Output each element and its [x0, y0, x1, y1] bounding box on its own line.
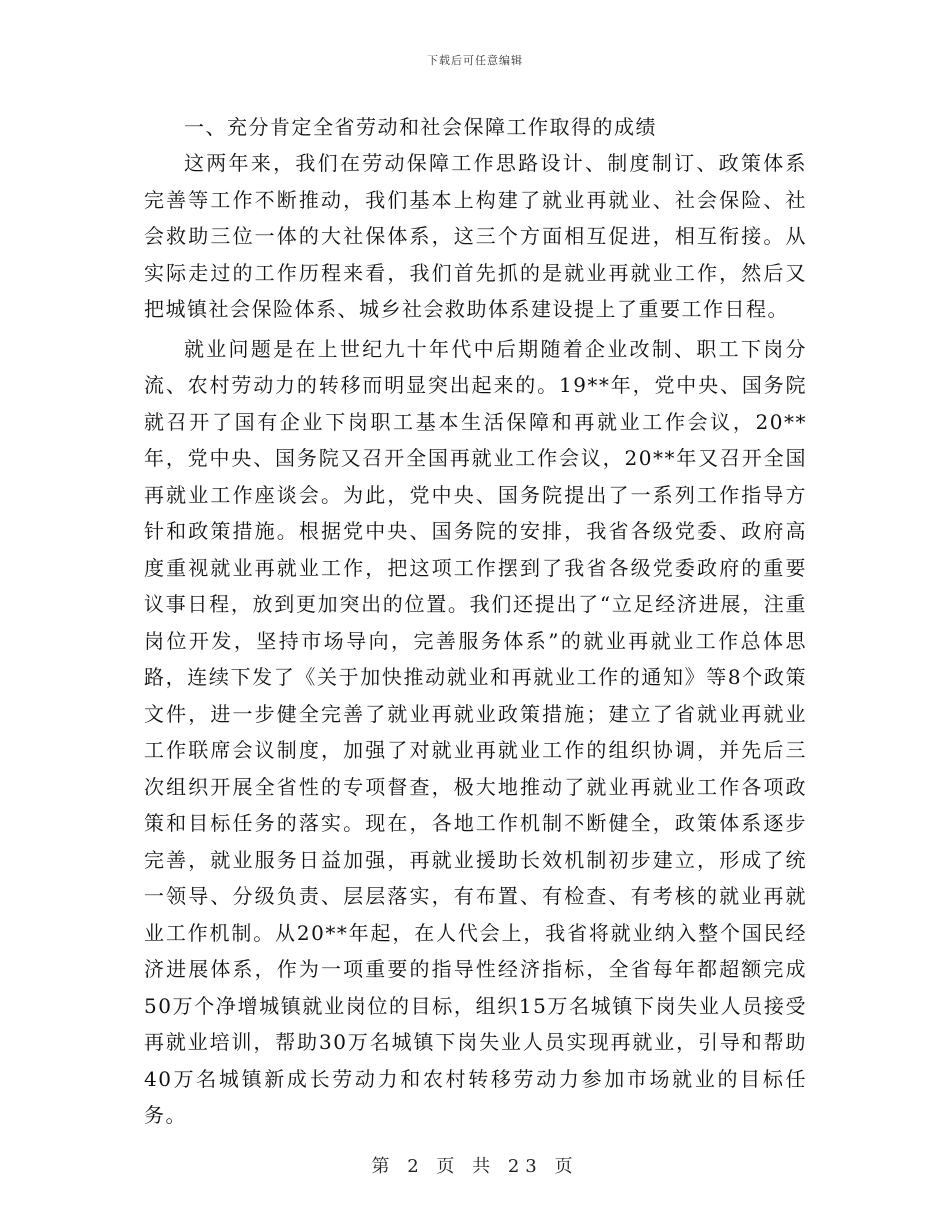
paragraph-1: 这两年来，我们在劳动保障工作思路设计、制度制订、政策体系完善等工作不断推动，我们基本上构建了就业再就业、社会保险、社会救助三位一体的大社保体系，这三个方面相互促进，相互衔接。从实际走过的工作历程来看，我们首先抓的是就业再就业工作，然后又把城镇社会保险体系、城乡社会救助体系建设提上了重要工作日程。 — [144, 151, 807, 321]
section-heading: 一、充分肯定全省劳动和社会保障工作取得的成绩 — [184, 115, 657, 139]
page-header: 下载后可任意编辑 — [427, 54, 523, 67]
page-number-footer: 第 2 页 共 23 页 — [371, 1156, 579, 1177]
paragraph-2: 就业问题是在上世纪九十年代中后期随着企业改制、职工下岗分流、农村劳动力的转移而明显突出起来的。19**年，党中央、国务院就召开了国有企业下岗职工基本生活保障和再就业工作会议，20**年，党中央、国务院又召开全国再就业工作会议，20**年又召开全国再就业工作座谈会。为此，党中央、国务院提出了一系列工作指导方针和政策措施。根据党中央、国务院的安排，我省各级党委、政府高度重视就业再就业工作，把这项工作摆到了我省各级党委政府的重要议事日程，放到更加突出的位置。我们还提出了“立足经济进展，注重岗位开发，坚持市场导向，完善服务体系”的就业再就业工作总体思路，连续下发了《关于加快推动就业和再就业工作的通知》等8个政策文件，进一步健全完善了就业再就业政策措施；建立了省就业再就业工作联席会议制度，加强了对就业再就业工作的组织协调，并先后三次组织开展全省性的专项督查，极大地推动了就业再就业工作各项政策和目标任务的落实。现在，各地工作机制不断健全，政策体系逐步完善，就业服务日益加强，再就业援助长效机制初步建立，形成了统一领导、分级负责、层层落实，有布置、有检查、有考核的就业再就业工作机制。从20**年起，在人代会上，我省将就业纳入整个国民经济进展体系，作为一项重要的指导性经济指标，全省每年都超额完成50万个净增城镇就业岗位的目标，组织15万名城镇下岗失业人员接受再就业培训，帮助30万名城镇下岗失业人员实现再就业，引导和帮助40万名城镇新成长劳动力和农村转移劳动力参加市场就业的目标任务。 — [144, 336, 807, 1127]
document-body — [144, 112, 807, 1134]
